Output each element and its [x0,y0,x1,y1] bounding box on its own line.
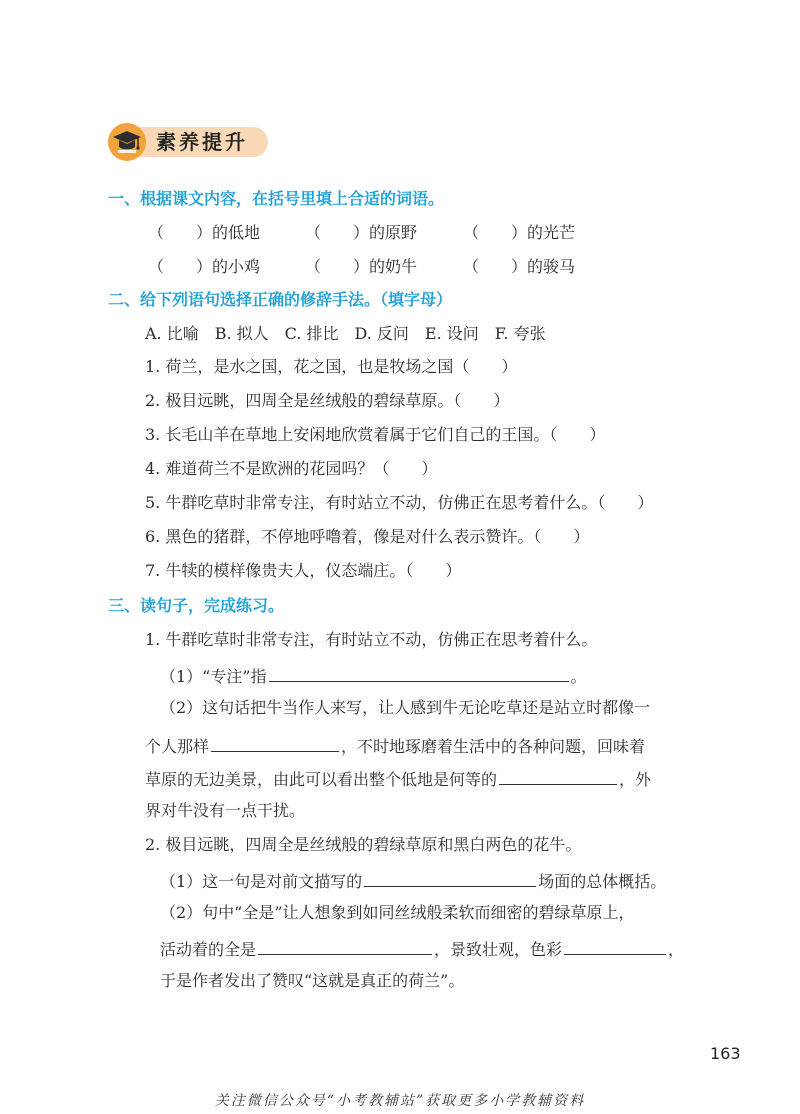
q2-part-2-line3: 于是作者发出了赞叹“这就是真正的荷兰”。 [160,971,465,990]
q1-part-2-line2 [145,733,645,758]
q1-part-2-line3 [145,766,651,791]
blank-item: （ ）的原野 [305,223,418,242]
answer-blank[interactable] [269,663,569,682]
q1-part-2-line1: （2）这句话把牛当作人来写，让人感到牛无论吃草还是站立时都像一 [160,698,651,717]
question-item: 4. 难道荷兰不是欧洲的花园吗？（ ） [145,459,438,478]
q2-part-1-prompt: （1）这一句是对前文描写的 [160,872,363,891]
q2-part-1 [160,868,666,893]
q1-part-2-text-d: ，外 [619,770,652,789]
section-3-heading: 三、读句子，完成练习。 [108,596,285,615]
section-badge [108,123,268,161]
q2-part-2-text-b: ，景致壮观，色彩 [434,940,563,959]
blank-item: （ ）的小鸡 [148,257,261,276]
q2-part-2-line2 [160,936,684,961]
q1-part-2-text-a: 个人那样 [145,737,210,756]
page-number: 163 [710,1044,741,1063]
blank-item: （ ）的骏马 [463,257,576,276]
question-item: 6. 黑色的猪群，不停地呼噜着，像是对什么表示赞许。（ ） [145,527,590,546]
q2-part-2-text-c: ， [668,940,685,959]
section-2-heading: 二、给下列语句选择正确的修辞手法。（填字母） [108,290,453,309]
answer-blank[interactable] [564,936,666,955]
q1-part-2-line4: 界对牛没有一点干扰。 [145,801,306,820]
question-item: 5. 牛群吃草时非常专注，有时站立不动，仿佛正在思考着什么。（ ） [145,493,654,512]
footer-note: 关注微信公众号“小考教辅站”获取更多小学教辅资料 [214,1093,586,1109]
reading-sentence-1: 1. 牛群吃草时非常专注，有时站立不动，仿佛正在思考着什么。 [145,630,598,649]
rhetoric-options: A. 比喻 B. 拟人 C. 排比 D. 反问 E. 设问 F. 夸张 [145,324,546,343]
q1-part-1-prompt: （1）“专注”指 [160,667,267,686]
section-1-heading: 一、根据课文内容，在括号里填上合适的词语。 [108,189,445,208]
badge-title: 素养提升 [156,130,248,154]
answer-blank[interactable] [499,766,617,785]
answer-blank[interactable] [364,868,536,887]
question-item: 2. 极目远眺，四周全是丝绒般的碧绿草原。（ ） [145,391,510,410]
blank-item: （ ）的低地 [148,223,261,242]
badge-circle [108,123,146,161]
q2-part-2-text-a: 活动着的全是 [160,940,257,959]
question-item: 3. 长毛山羊在草地上安闲地欣赏着属于它们自己的王国。（ ） [145,425,606,444]
question-item: 1. 荷兰，是水之国，花之国，也是牧场之国（ ） [145,357,518,376]
q1-part-2-text-c: 草原的无边美景，由此可以看出整个低地是何等的 [145,770,498,789]
q2-part-1-end: 场面的总体概括。 [538,872,667,891]
blank-item: （ ）的奶牛 [305,257,418,276]
graduation-cap-icon [112,128,142,156]
answer-blank[interactable] [211,733,339,752]
q1-part-1-end: 。 [570,667,587,686]
q1-part-2-text-b: ，不时地琢磨着生活中的各种问题，回味着 [341,737,646,756]
blank-item: （ ）的光芒 [463,223,576,242]
q1-part-1 [160,663,587,688]
reading-sentence-2: 2. 极目远眺，四周全是丝绒般的碧绿草原和黑白两色的花牛。 [145,835,582,854]
question-item: 7. 牛犊的模样像贵夫人，仪态端庄。（ ） [145,561,462,580]
answer-blank[interactable] [258,936,432,955]
q2-part-2-line1: （2）句中“全是”让人想象到如同丝绒般柔软而细密的碧绿草原上， [160,903,635,922]
